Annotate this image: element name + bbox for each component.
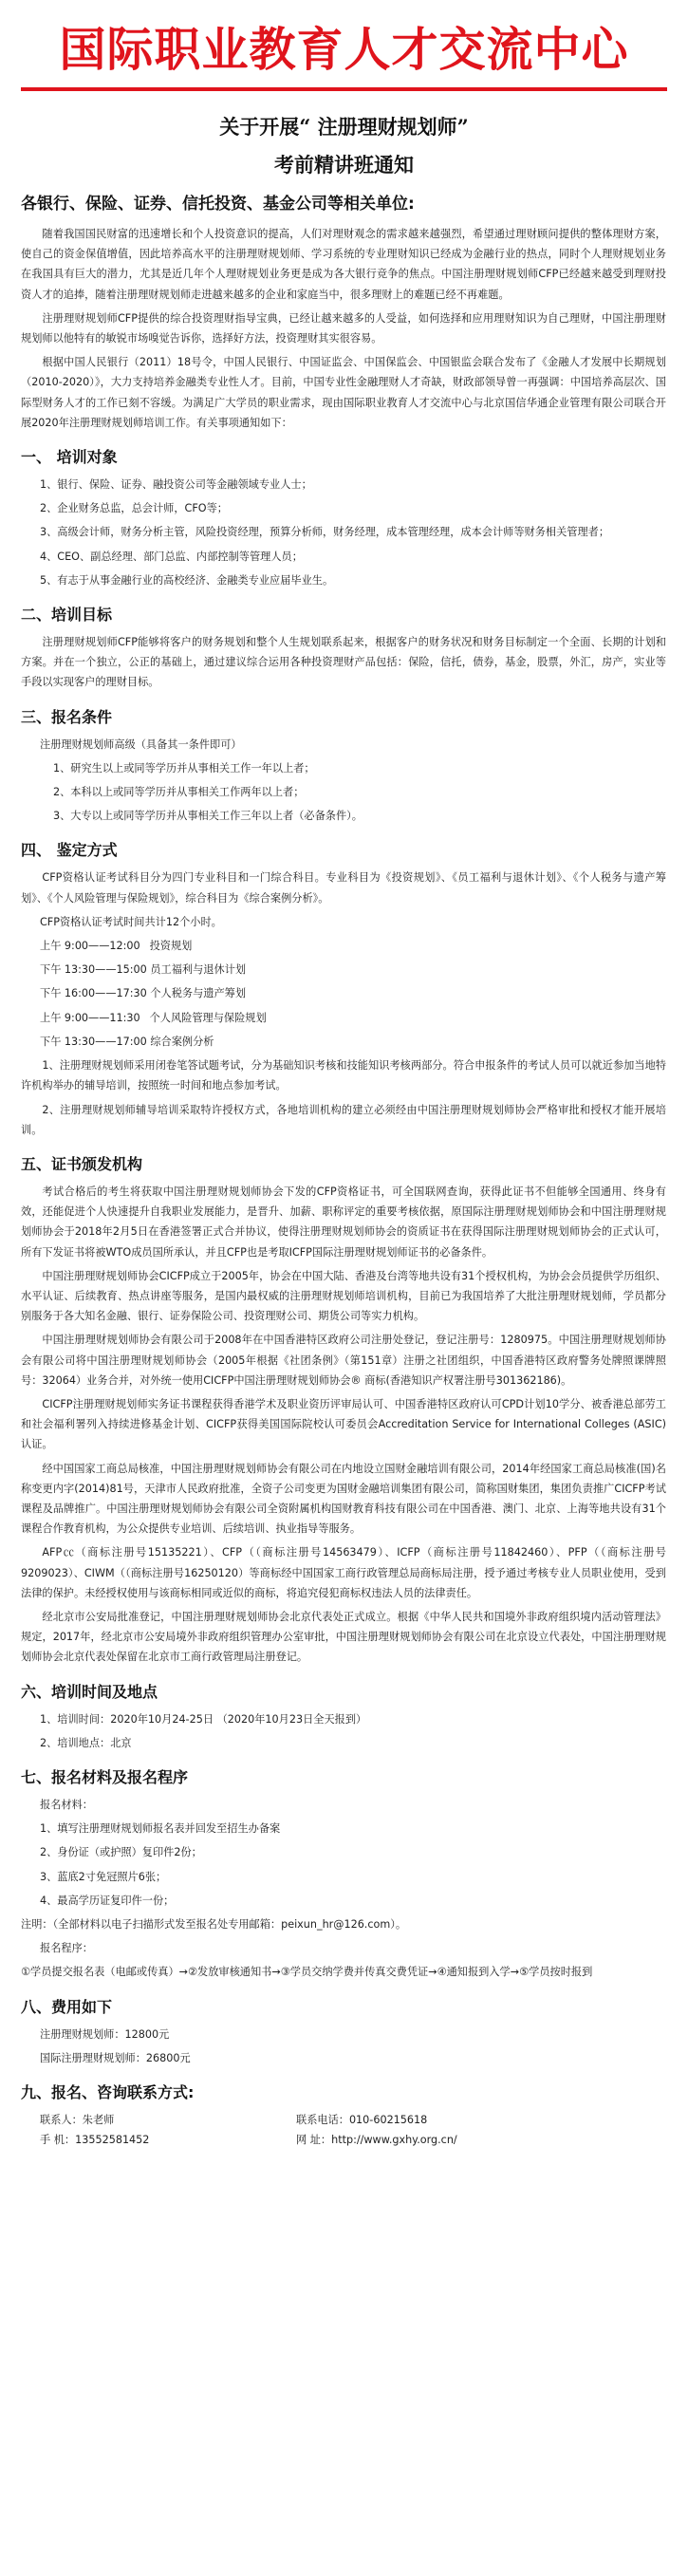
training-location: 2、培训地点：北京 (40, 1736, 132, 1749)
section-heading-time-location: 六、培训时间及地点 (21, 1682, 158, 1701)
requirements-lead: 注册理财规划师高级（具备其一条件即可） (40, 737, 242, 751)
training-time: 1、培训时间：2020年10月24-25日 （2020年10月23日全天报到） (40, 1712, 367, 1726)
training-goals-text: 注册理财规划师CFP能够将客户的财务规划和整个人生规划联系起来，根据客户的财务状况和财务目标制定一个全面、长期的计划和方案。并在一个独立，公正的基础上，通过建议综合运用各种投资理财产品包括：保险，信托，债券，基金，股票，外汇，房产，实业等手段以实现客户的理财目标。 (21, 636, 666, 689)
certificate-paragraph: AFP㏄（商标注册号15135221）、CFP（（商标注册号14563479）、ICFP（商标注册号11842460）、PFP（（商标注册号9209023）、CIWM（（商标注册号16250120）等商标经中国国家工商行政管理总局商标局注册，授予通过考核专业人员职业使用，受到法律的保护。未经授权使用与该商标相同或近似的商标，将追究侵犯商标权违法人员的法律责任。 (21, 1546, 666, 1599)
process-lead: 报名程序： (40, 1942, 93, 1955)
schedule-subject: 个人风险管理与保险规划 (149, 1011, 267, 1024)
notice-body (21, 224, 666, 2150)
contact-row (21, 2110, 666, 2130)
contact-website[interactable]: 网 址：http://www.gxhy.org.cn/ (296, 2134, 457, 2147)
list-item: 5、有志于从事金融行业的高校经济、金融类专业应届毕业生。 (40, 573, 334, 587)
list-item: 2、本科以上或同等学历并从事相关工作两年以上者； (53, 786, 305, 799)
section-heading-training-targets: 一、 培训对象 (21, 448, 118, 467)
list-item: 3、大专以上或同等学历并从事相关工作三年以上者（必备条件）。 (53, 810, 363, 823)
schedule-time: 上午 9:00——12:00 (40, 940, 140, 953)
list-item: 4、CEO、副总经理、部门总监、内部控制等管理人员； (40, 550, 303, 563)
assessment-text: CFP资格认证考试科目分为四门专业科目和一门综合科目。专业科目为《投资规划》、《员工福利与退休计划》、《个人税务与遗产筹划》、《个人风险管理与保险规划》，综合科目为《综合案例分析》。 (21, 871, 666, 905)
schedule-row (21, 1032, 666, 1052)
list-item: 1、研究生以上或同等学历并从事相关工作一年以上者； (53, 761, 315, 775)
requirements-list (21, 758, 666, 827)
registration-process: ①学员提交报名表（电邮或传真）→②发放审核通知书→③学员交纳学费并传真交费凭证→④通知报到入学→⑤学员按时报到 (21, 1966, 593, 1979)
schedule-subject: 综合案例分析 (150, 1035, 214, 1048)
section-heading-registration: 七、报名材料及报名程序 (21, 1767, 189, 1786)
header-divider (21, 87, 667, 91)
section-heading-assessment: 四、 鉴定方式 (21, 841, 118, 860)
list-item: 3、蓝底2寸免冠照片6张； (40, 1870, 167, 1883)
fee-item: 注册理财规划师：12800元 (40, 2027, 170, 2041)
section-heading-contact: 九、报名、咨询联系方式: (21, 2083, 195, 2102)
schedule-time: 下午 13:30——17:00 (40, 1035, 147, 1048)
section-heading-training-goals: 二、培训目标 (21, 606, 113, 625)
exam-schedule (21, 936, 666, 1052)
section-heading-fees: 八、费用如下 (21, 1997, 113, 2016)
contact-person: 联系人：朱老师 (40, 2114, 115, 2127)
fee-item: 国际注册理财规划师：26800元 (40, 2051, 191, 2064)
schedule-time: 上午 9:00——11:30 (40, 1011, 140, 1024)
list-item: 4、最高学历证复印件一份； (40, 1894, 175, 1907)
schedule-row (21, 936, 666, 956)
certificate-paragraph: 考试合格后的考生将获取中国注册理财规划师协会下发的CFP资格证书，可全国联网查询，获得此证书不但能够全国通用、终身有效，还能促进个人快速提升自我职业发展能力，是晋升、加薪、职称评定的重要考核依据，原国际注册理财规划师协会和中国注册理财规划师协会于2018年2月5日在香港签署正式合并协议，使得注册理财规划师协会的资质证书在获得国际注册理财规划师协会的正式认可，所有下发证书将被WTO成员国所承认，并且CFP也是考取ICFP国际注册理财规划师证书的必备条件。 (21, 1185, 666, 1259)
assessment-note: 2、注册理财规划师辅导培训采取特许授权方式，各地培训机构的建立必须经由中国注册理财规划师协会严格审批和授权才能开展培训。 (21, 1103, 666, 1136)
schedule-subject: 个人税务与遗产筹划 (150, 987, 247, 1000)
materials-lead: 报名材料： (40, 1798, 93, 1811)
salutation: 各银行、保险、证券、信托投资、基金公司等相关单位: (21, 195, 415, 214)
materials-list (21, 1819, 666, 1911)
certificate-paragraph: 中国注册理财规划师协会CICFP成立于2005年，协会在中国大陆、香港及台湾等地共设有31个授权机构，为协会会员提供学历组织、水平认证、后续教育、热点讲座等服务，是国内最权威的注册理财规划师培训机构，目前已为我国培养了大批注册理财规划师，学员都分别服务于各大知名金融、银行、证券保险公司、投资理财公司、期货公司等实力机构。 (21, 1269, 666, 1323)
section-heading-requirements: 三、报名条件 (21, 707, 113, 726)
schedule-time: 下午 13:30——15:00 (40, 963, 147, 977)
materials-note: 注明：（全部材料以电子扫描形式发至报名处专用邮箱：peixun_hr@126.com）。 (21, 1918, 407, 1931)
list-item: 2、企业财务总监，总会计师，CFO等； (40, 502, 228, 515)
notice-subtitle: 考前精讲班通知 (274, 153, 414, 177)
list-item: 1、银行、保险、证券、融投资公司等金融领域专业人士； (40, 478, 312, 492)
organization-banner-title: 国际职业教育人才交流中心 (59, 23, 629, 77)
schedule-row (21, 1008, 666, 1028)
assessment-note: 1、注册理财规划师采用闭卷笔答试题考试，分为基础知识考核和技能知识考核两部分。符合申报条件的考试人员可以就近参加当地特许机构举办的辅导培训，按照统一时间和地点参加考试。 (21, 1059, 666, 1092)
contact-phone: 联系电话：010-60215618 (296, 2114, 428, 2127)
list-item: 3、高级会计师，财务分析主管，风险投资经理，预算分析师，财务经理，成本管理经理，成本会计师等财务相关管理者； (40, 526, 610, 539)
notice-title: 关于开展“ 注册理财规划师” (219, 115, 469, 139)
schedule-row (21, 983, 666, 1003)
training-targets-list (21, 475, 666, 590)
certificate-paragraph: 经中国国家工商总局核准，中国注册理财规划师协会有限公司在内地设立国财金融培训有限公司，2014年经国家工商总局核准(国)名称变更内字(2014)81号，天津市人民政府批准，全资子公司变更为国财金融培训集团有限公司，简称国财集团，集团负责推广CICFP考试课程及品牌推广。中国注册理财规划师协会有限公司全资附属机构国财教育科技有限公司在中国香港、澳门、北京、上海等地共设有31个课程合作教育机构，为公众提供专业培训、后续培训、执业指导等服务。 (21, 1462, 666, 1536)
exam-duration: CFP资格认证考试时间共计12个小时。 (40, 915, 222, 928)
certificate-paragraph: 经北京市公安局批准登记，中国注册理财规划师协会北京代表处正式成立。根据《中华人民共和国境外非政府组织境内活动管理法》规定，2017年，经北京市公安局境外非政府组织管理办公室审批，中国注册理财规划师协会有限公司在北京设立代表处，中国注册理财规划师协会北京代表处保留在北京市工商行政管理局注册登记。 (21, 1610, 666, 1664)
intro-paragraph: 注册理财规划师CFP提供的综合投资理财指导宝典，已经让越来越多的人受益，如何选择和应用理财知识为自己理财，中国注册理财规划师以他特有的敏锐市场嗅觉告诉你，选择好方法，投资理财其实很容易。 (21, 311, 666, 345)
contact-row (21, 2130, 666, 2150)
intro-paragraph: 根据中国人民银行（2011）18号令，中国人民银行、中国证监会、中国保监会、中国银监会联合发布了《金融人才发展中长期规划（2010-2020）》，大力支持培养金融类专业性人才。目前，中国专业性金融理财人才奇缺，财政部领导曾一再强调：中国培养高层次、国际型财务人才的工作已刻不容缓。为满足广大学员的职业需求，现由国际职业教育人才交流中心与北京国信华通企业管理有限公司联合开展2020年注册理财规划师培训工作。有关事项通知如下： (21, 356, 666, 429)
page-header (0, 0, 688, 99)
schedule-time: 下午 16:00——17:30 (40, 987, 147, 1000)
contact-mobile: 手 机：13552581452 (40, 2134, 150, 2147)
schedule-row (21, 960, 666, 980)
intro-paragraph: 随着我国国民财富的迅速增长和个人投资意识的提高，人们对理财观念的需求越来越强烈，希望通过理财顾问提供的整体理财方案，使自己的资金保值增值，因此培养高水平的注册理财规划师、学习系统的专业理财知识已经成为金融行业的热点，同时个人理财规划业务在我国具有巨大的潜力，尤其是近几年个人理财规划业务更是成为各大银行竞争的焦点。中国注册理财规划师CFP已经越来越受到理财投资人才的追捧，随着注册理财规划师走进越来越多的企业和家庭当中，很多理财上的难题已经不再难题。 (21, 228, 666, 301)
list-item: 1、填写注册理财规划师报名表并回发至招生办备案 (40, 1822, 281, 1836)
section-heading-certificate: 五、证书颁发机构 (21, 1154, 143, 1173)
list-item: 2、身份证（或护照）复印件2份； (40, 1846, 202, 1859)
certificate-paragraph: 中国注册理财规划师协会有限公司于2008年在中国香港特区政府公司注册处登记，登记注册号：1280975。中国注册理财规划师协会有限公司将中国注册理财规划师协会（2005年根据《社团条例》（第151章）注册之社团组织，中国香港特区政府警务处牌照课牌照号：32064）业务合并，对外统一使用CICFP中国注册理财规划师协会® 商标(香港知识产权署注册号301362186)。 (21, 1334, 666, 1387)
schedule-subject: 员工福利与退休计划 (150, 963, 247, 977)
certificate-paragraph: CICFP注册理财规划师实务证书课程获得香港学术及职业资历评审局认可、中国香港特区政府认可CPD计划10学分、被香港总部劳工和社会福利署列入持续进修基金计划、CICFP获得美国国际院校认可委员会Accreditation Service for International Colleges (ASIC)认证。 (21, 1397, 666, 1451)
schedule-subject: 投资规划 (149, 940, 193, 953)
